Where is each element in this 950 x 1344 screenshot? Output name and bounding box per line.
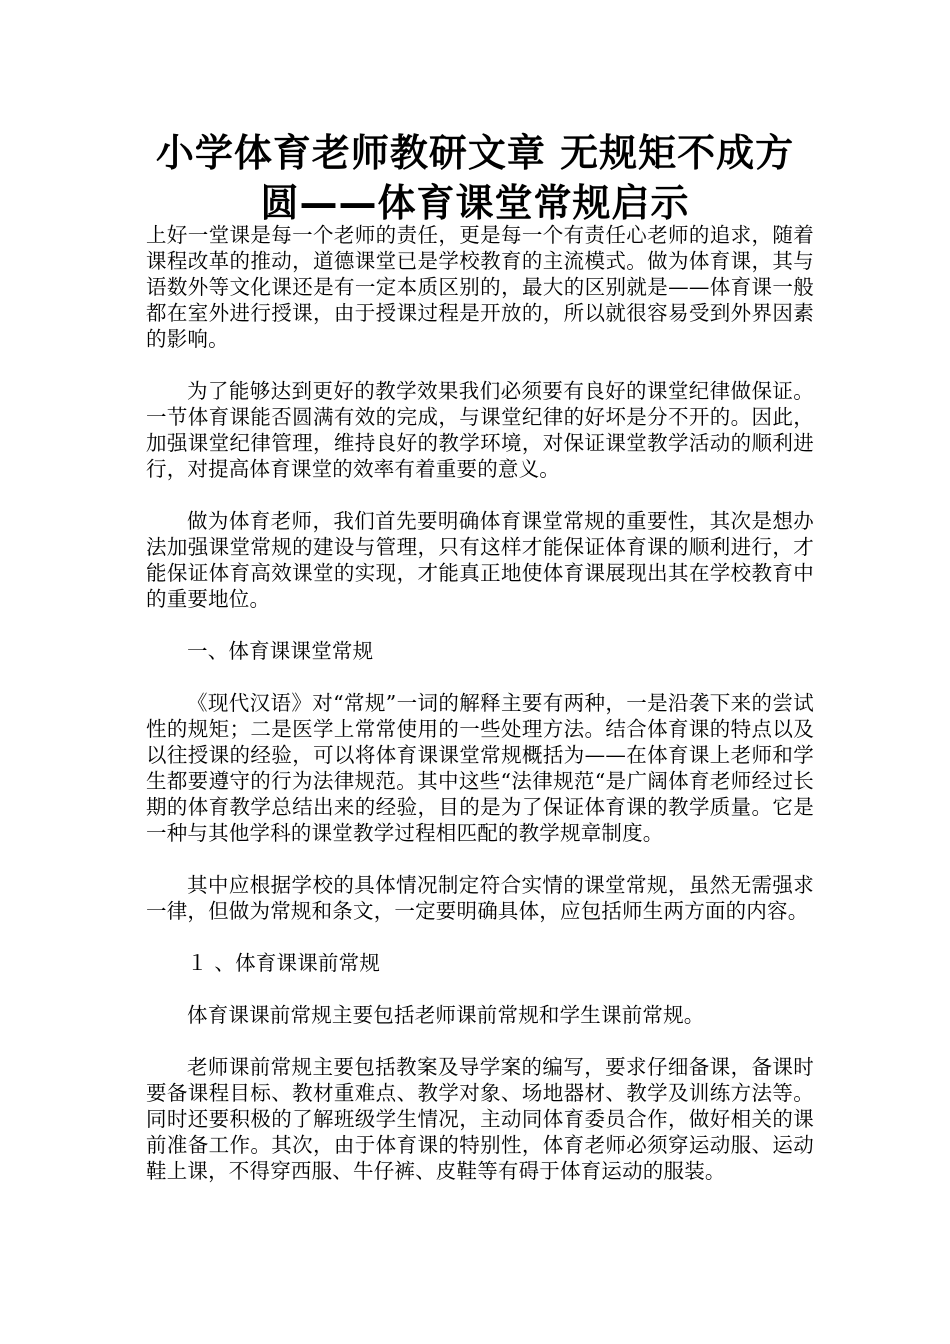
document-body [146, 222, 814, 1210]
paragraph-definition: 《现代汉语》对“常规”一词的解释主要有两种，一是沿袭下来的尝试性的规矩；二是医学上常常使用的一些处理方法。结合体育课的特点以及以往授课的经验，可以将体育课课堂常规概括为——在体育课上老师和学生都要遵守的行为法律规范。其中这些“法律规范“是广阔体育老师经过长期的体育教学总结出来的经验，目的是为了保证体育课的教学质量。它是一种与其他学科的课堂教学过程相匹配的教学规章制度。 [146, 691, 814, 845]
section-heading-classroom-routine: 一、体育课课堂常规 [187, 639, 374, 663]
paragraph-discipline: 为了能够达到更好的教学效果我们必须要有良好的课堂纪律做保证。一节体育课能否圆满有效的完成，与课堂纪律的好坏是分不开的。因此，加强课堂纪律管理，维持良好的教学环境，对保证课堂教学活动的顺利进行，对提高体育课堂的效率有着重要的意义。 [146, 379, 814, 481]
document-title-line-1: 小学体育老师教研文章 无规矩不成方 [155, 131, 795, 175]
section-heading-pre-class: １ 、体育课课前常规 [187, 951, 381, 975]
paragraph-intro: 上好一堂课是每一个老师的责任，更是每一个有责任心老师的追求，随着课程改革的推动，道德课堂已是学校教育的主流模式。做为体育课，其与语数外等文化课还是有一定本质区别的，最大的区别就是——体育课一般都在室外进行授课，由于授课过程是开放的，所以就很容易受到外界因素的影响。 [146, 223, 814, 351]
paragraph-importance: 做为体育老师，我们首先要明确体育课堂常规的重要性，其次是想办法加强课堂常规的建设与管理，只有这样才能保证体育课的顺利进行，才能保证体育高效课堂的实现，才能真正地使体育课展现出其在学校教育中的重要地位。 [146, 509, 814, 611]
paragraph-school-rules: 其中应根据学校的具体情况制定符合实情的课堂常规，虽然无需强求一律，但做为常规和条文，一定要明确具体，应包括师生两方面的内容。 [146, 873, 814, 923]
paragraph-pre-class-summary: 体育课课前常规主要包括老师课前常规和学生课前常规。 [187, 1003, 705, 1027]
document-title-line-2: 圆——体育课堂常规启示 [260, 181, 690, 225]
paragraph-teacher-pre-class: 老师课前常规主要包括教案及导学案的编写，要求仔细备课，备课时要备课程目标、教材重难点、教学对象、场地器材、教学及训练方法等。同时还要积极的了解班级学生情况，主动同体育委员合作，做好相关的课前准备工作。其次，由于体育课的特别性，体育老师必须穿运动服、运动鞋上课，不得穿西服、牛仔裤、皮鞋等有碍于体育运动的服装。 [146, 1055, 814, 1183]
